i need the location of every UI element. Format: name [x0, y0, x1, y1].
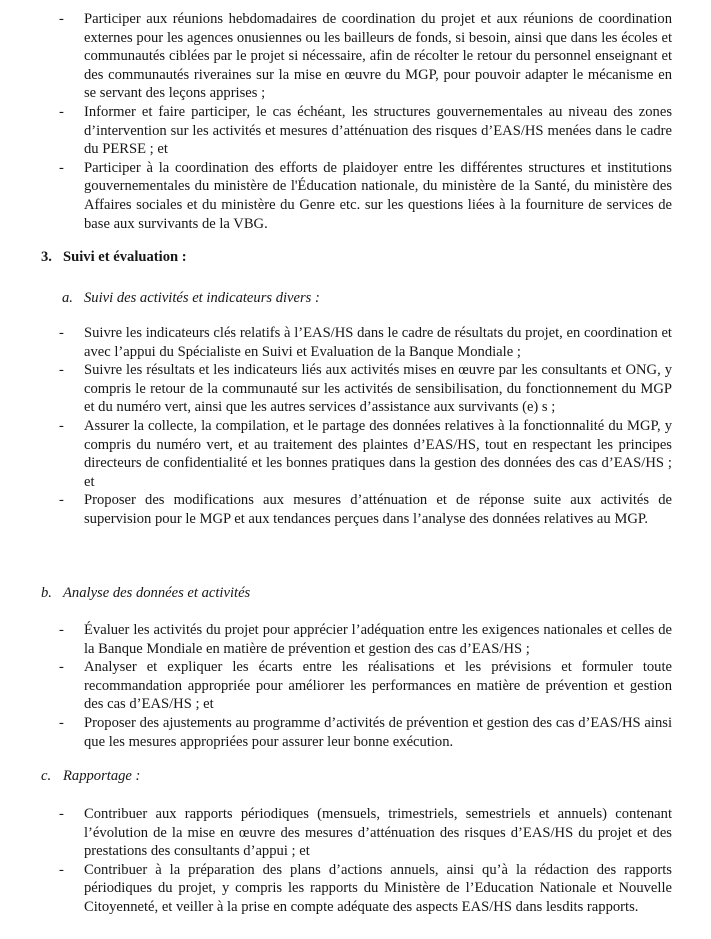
list-item	[0, 714, 711, 751]
bullet-text: Contribuer aux rapports périodiques (mensuels, trimestriels, semestriels et annuels) contenant l’évolution de la mise en œuvre des mesures d’atténuation des risques d’EAS/HS du projet et des prestations des consultants d’appui ; et	[84, 806, 672, 860]
list-item	[0, 491, 711, 528]
bullet-text: Participer aux réunions hebdomadaires de coordination du projet et aux réunions de coordination externes pour les agences onusiennes ou les bailleurs de fonds, si besoin, ainsi que dans les écoles et communautés ciblées par le projet si nécessaire, afin de récolter le retour du personnel enseignant et des communautés riveraines sur la mise en œuvre du MGP, pour pouvoir adapter le mécanisme en se servant des leçons apprises ;	[84, 11, 672, 102]
subsection-title: Rapportage :	[63, 768, 141, 784]
bullet-dash: -	[59, 325, 64, 341]
bullet-text: Contribuer à la préparation des plans d’actions annuels, ainsi qu’à la rédaction des rapports périodiques du projet, y compris les rapports du Ministère de l’Education Nationale et Nouvelle Citoyenneté, et veiller à la prise en compte adéquate des aspects EAS/HS dans lesdits rapports.	[84, 861, 672, 915]
subsection-heading-b	[41, 584, 250, 603]
subsection-a-bullet-list	[0, 324, 711, 529]
list-item	[0, 621, 711, 658]
bullet-dash: -	[59, 806, 64, 822]
list-item	[0, 10, 711, 103]
bullet-text: Suivre les indicateurs clés relatifs à l’EAS/HS dans le cadre de résultats du projet, en coordination et avec l’appui du Spécialiste en Suivi et Evaluation de la Banque Mondiale ;	[84, 325, 672, 360]
bullet-text: Assurer la collecte, la compilation, et le partage des données relatives à la fonctionnalité du MGP, y compris du numéro vert, et au traitement des plaintes d’EAS/HS, tout en respectant les principes directeurs de confidentialité et les bonnes pratiques dans la gestion des données des cas d’EAS/HS ; et	[84, 417, 672, 490]
section-number: 3.	[41, 249, 52, 265]
bullet-dash: -	[59, 622, 64, 638]
subsection-b-bullet-list	[0, 621, 711, 751]
list-item	[0, 805, 711, 861]
section-heading	[41, 248, 187, 267]
subsection-letter: c.	[41, 768, 52, 784]
bullet-text: Proposer des modifications aux mesures d’atténuation et de réponse suite aux activités de supervision pour le MGP et aux tendances perçues dans l’analyse des données relatives au MGP.	[84, 492, 672, 527]
subsection-heading-a	[62, 289, 320, 308]
bullet-dash: -	[59, 11, 64, 27]
bullet-text: Évaluer les activités du projet pour apprécier l’adéquation entre les exigences nationales et celles de la Banque Mondiale en matière de prévention et gestion des cas d’EAS/HS ;	[84, 622, 672, 657]
intro-bullet-list	[0, 10, 711, 233]
bullet-text: Informer et faire participer, le cas échéant, les structures gouvernementales au niveau des zones d’intervention sur les activités et mesures d’atténuation des risques d’EAS/HS menées dans le cadre du PERSE ; et	[84, 103, 672, 158]
bullet-text: Participer à la coordination des efforts de plaidoyer entre les différentes structures et institutions gouvernementales du ministère de l'Éducation nationale, du ministère de la Santé, du ministère des Affaires sociales et du ministère du Genre etc. sur les questions liées à la fourniture de services de base aux survivants de la VBG.	[84, 159, 672, 232]
bullet-dash: -	[59, 103, 64, 120]
list-item	[0, 159, 711, 233]
bullet-dash: -	[59, 659, 64, 676]
list-item	[0, 361, 711, 417]
subsection-letter: a.	[62, 290, 73, 306]
bullet-text: Analyser et expliquer les écarts entre les réalisations et les prévisions et formuler toute recommandation appropriée pour améliorer les performances en matière de prévention et gestion des cas d’EAS/HS ; et	[84, 659, 672, 713]
bullet-text: Suivre les résultats et les indicateurs liés aux activités mises en œuvre par les consultants et ONG, y compris le retour de la communauté sur les activités de sensibilisation, du fonctionnement du MGP et du numéro vert, ainsi que les autres services d’assistance aux survivants (e) s ;	[84, 362, 672, 416]
bullet-dash: -	[59, 417, 64, 434]
subsection-title: Suivi des activités et indicateurs divers :	[84, 290, 320, 306]
list-item	[0, 417, 711, 491]
subsection-c-bullet-list	[0, 805, 711, 917]
list-item	[0, 658, 711, 714]
bullet-dash: -	[59, 362, 64, 379]
subsection-letter: b.	[41, 585, 52, 601]
list-item	[0, 861, 711, 917]
list-item	[0, 324, 711, 361]
bullet-dash: -	[59, 159, 64, 176]
bullet-dash: -	[59, 861, 64, 878]
bullet-dash: -	[59, 492, 64, 509]
list-item	[0, 103, 711, 159]
subsection-heading-c	[41, 767, 140, 786]
bullet-dash: -	[59, 714, 64, 731]
subsection-title: Analyse des données et activités	[63, 585, 251, 601]
bullet-text: Proposer des ajustements au programme d’activités de prévention et gestion des cas d’EAS/HS ainsi que les mesures appropriées pour assurer leur bonne exécution.	[84, 714, 672, 750]
section-title: Suivi et évaluation :	[63, 249, 187, 265]
